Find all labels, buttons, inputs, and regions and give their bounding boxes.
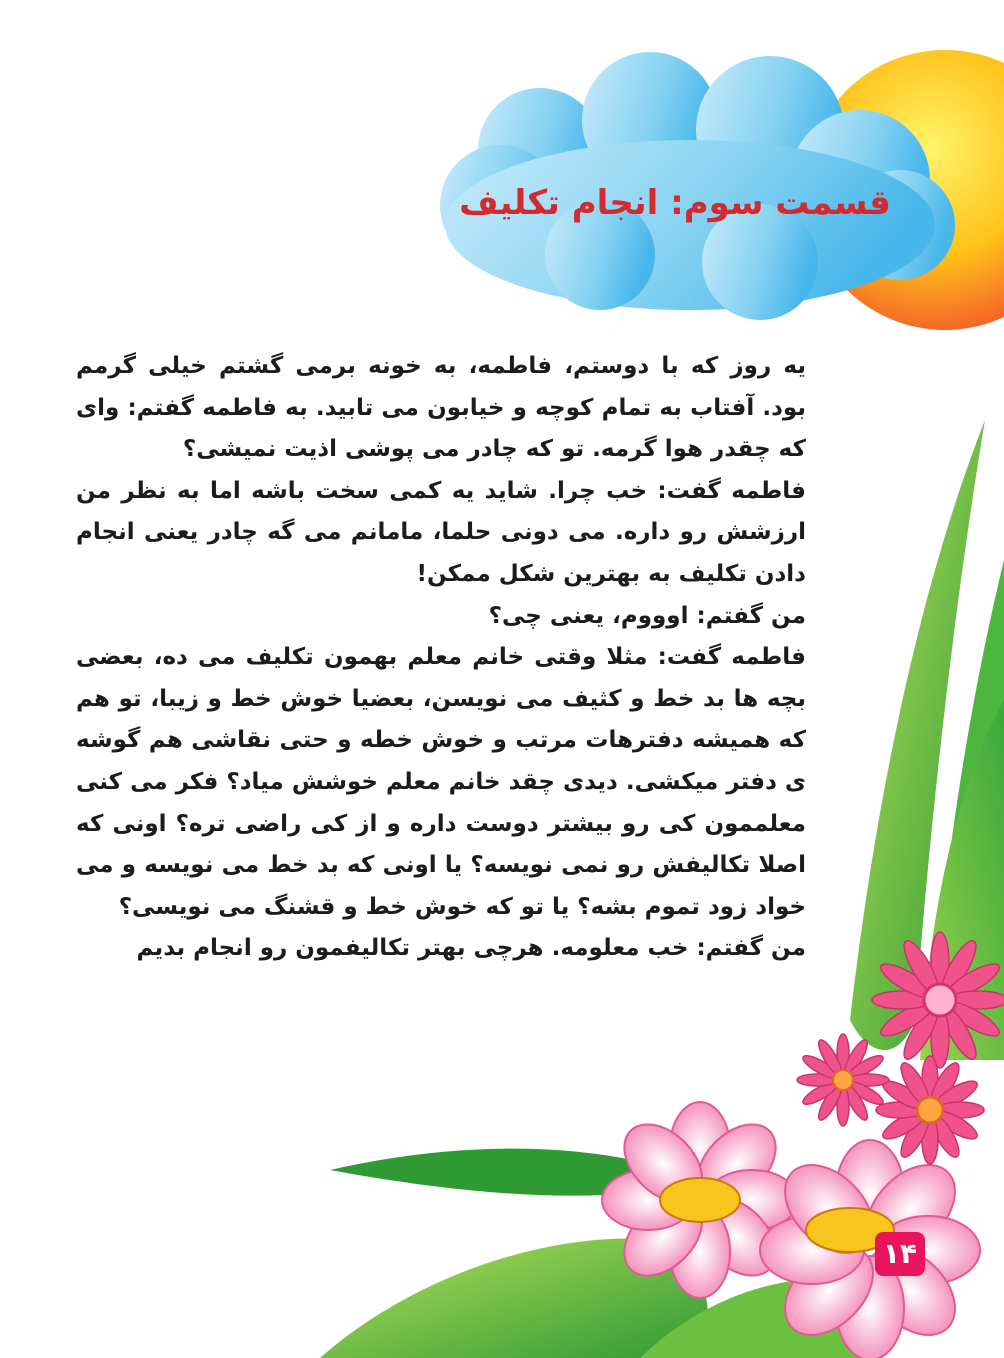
page-number: ۱۴ (875, 1232, 925, 1276)
paragraph: فاطمه گفت: مثلا وقتی خانم معلم بهمون تکلیف می ده، بعضی بچه ها بد خط و کثیف می نویسن، بعضیا خوش خط و زیبا، تو هم که همیشه دفترهات مرتب و خوش خطه و حتی نقاشی هم گوشه ی دفتر میکشی. دیدی چقد خانم معلم خوشش میاد؟ فکر می کنی معلممون کی رو بیشتر دوست داره و از کی راضی تره؟ اونی که اصلا تکالیفش رو نمی نویسه؟ یا اونی که بد خط می نویسه و می خواد زود تموم بشه؟ یا تو که خوش خط و قشنگ می نویسی؟ (76, 644, 806, 920)
paragraph: فاطمه گفت: خب چرا. شاید یه کمی سخت باشه اما به نظر من ارزشش رو داره. می دونی حلما، مامانم می گه چادر یعنی انجام دادن تکلیف به بهترین شکل ممکن! (76, 477, 806, 587)
chapter-title: قسمت سوم: انجام تکلیف (459, 183, 891, 223)
paragraph: من گفتم: اوووم، یعنی چی؟ (488, 602, 806, 629)
paragraph: یه روز که با دوستم، فاطمه، به خونه برمی گشتم خیلی گرمم بود. آفتاب به تمام کوچه و خیابون می تابید. به فاطمه گفتم: وای که چقدر هوا گرمه. تو که چادر می پوشی اذیت نمیشی؟ (76, 353, 806, 463)
story-text (76, 346, 806, 970)
paragraph: من گفتم: خب معلومه. هرچی بهتر تکالیفمون رو انجام بدیم (136, 935, 806, 962)
